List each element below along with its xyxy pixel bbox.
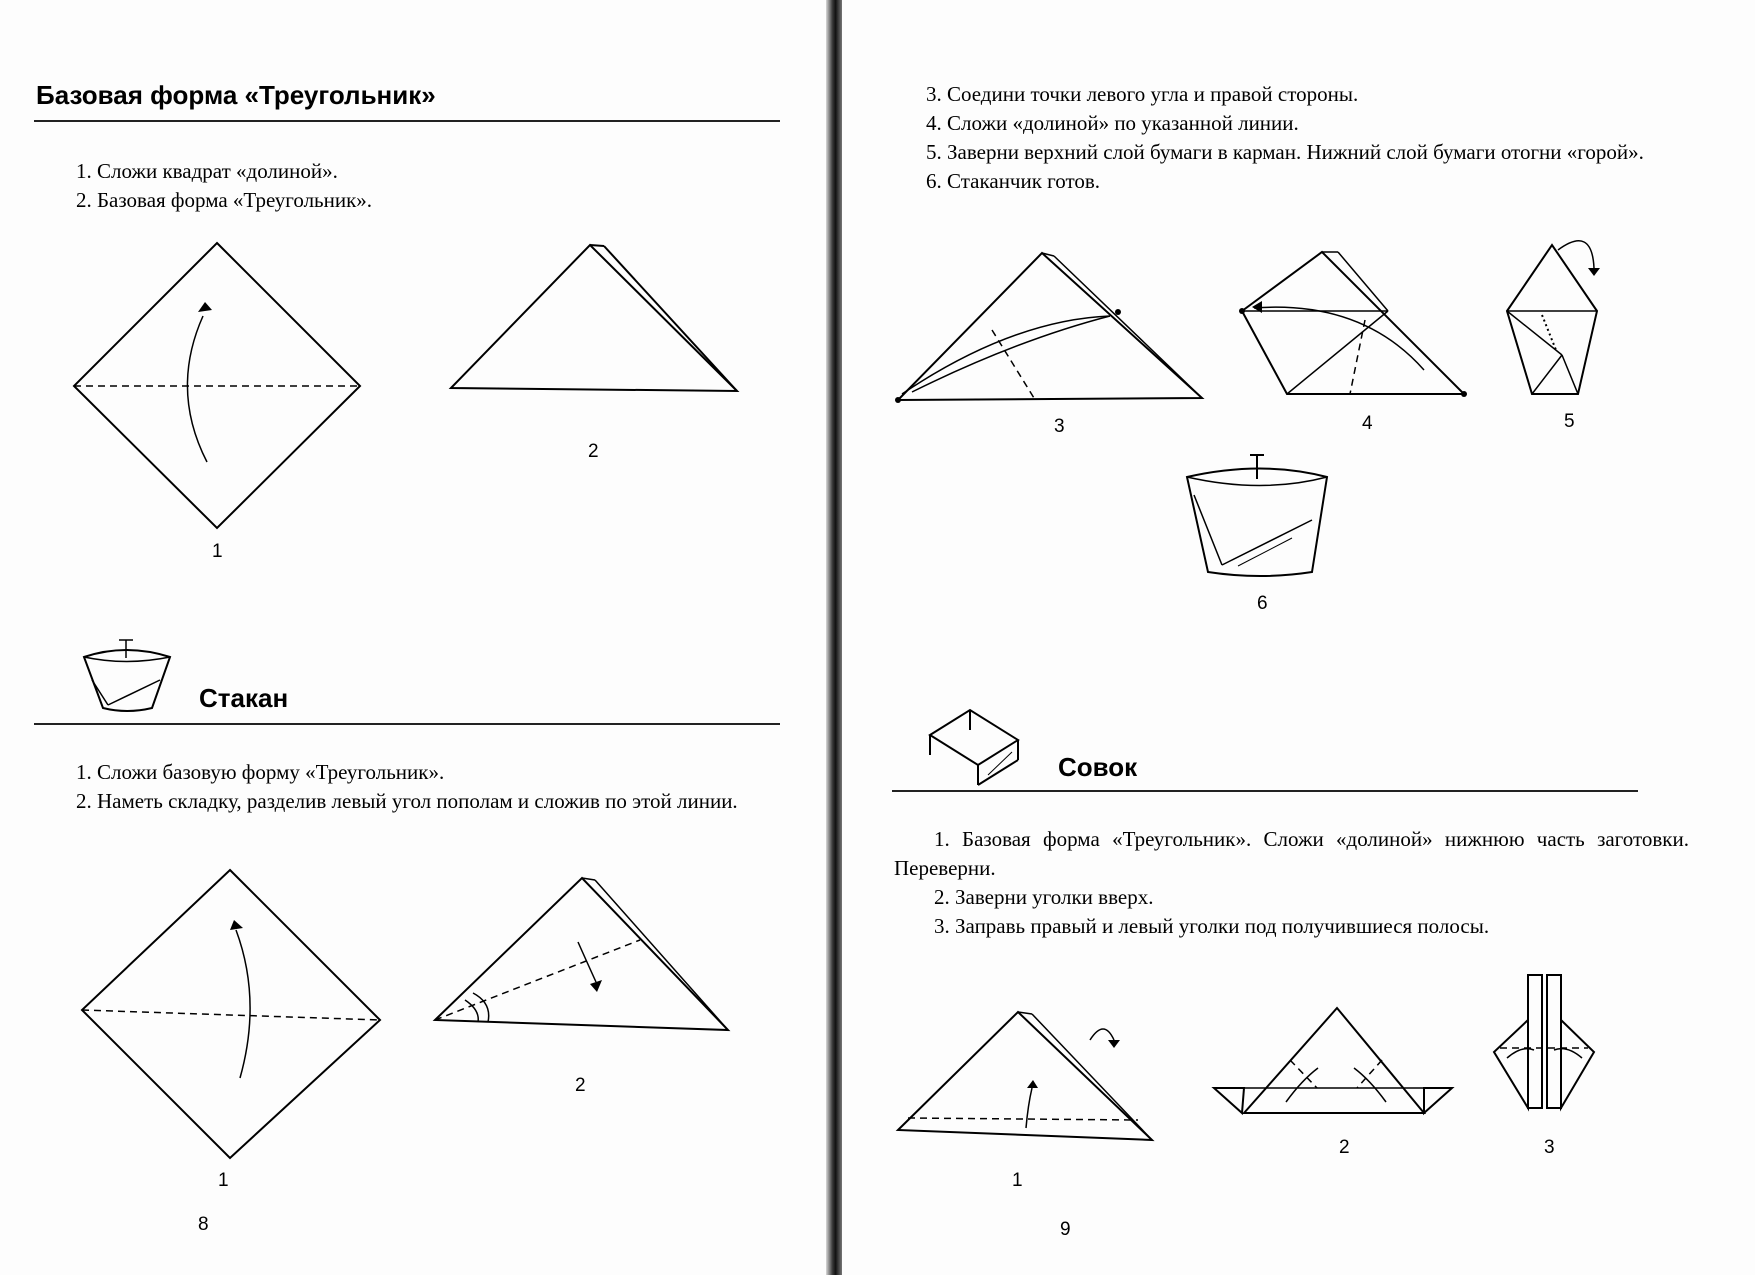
diagram-cup-step2 (0, 0, 832, 1200)
book-spine (826, 0, 842, 1275)
step: 3. Заправь правый и левый уголки под получившиеся полосы. (934, 914, 1490, 938)
right-page (842, 0, 1755, 1275)
step: 2. Наметь складку, разделив левый угол пополам и сложив по этой линии. (76, 789, 738, 813)
step: 4. Сложи «долиной» по указанной линии. (926, 111, 1299, 135)
step: 3. Соедини точки левого угла и правой стороны. (926, 82, 1359, 106)
step: 1. Сложи базовую форму «Треугольник». (76, 760, 445, 784)
page-number: 9 (1060, 1219, 1071, 1240)
left-page (0, 0, 832, 1275)
figure-label: 3 (1054, 416, 1065, 437)
step: 2. Заверни уголки вверх. (934, 885, 1154, 909)
step: 2. Базовая форма «Треугольник». (76, 188, 373, 212)
page-number: 8 (198, 1214, 209, 1235)
diagram-scoop-step3 (842, 0, 1755, 1275)
figure-label: 1 (212, 541, 223, 562)
figure-label: 1 (218, 1170, 229, 1191)
section-title-triangle-base: Базовая форма «Треугольник» (36, 80, 436, 110)
figure-label: 4 (1362, 413, 1373, 434)
figure-label: 6 (1257, 593, 1268, 614)
figure-label: 5 (1564, 411, 1575, 432)
figure-label: 2 (1339, 1137, 1350, 1158)
figure-label: 3 (1544, 1137, 1555, 1158)
section-title-scoop: Совок (1058, 752, 1138, 782)
step: 6. Стаканчик готов. (926, 169, 1101, 193)
section-title-cup: Стакан (199, 683, 289, 713)
step: 5. Заверни верхний слой бумаги в карман. Нижний слой бумаги отогни «горой». (926, 140, 1644, 164)
figure-label: 2 (575, 1075, 586, 1096)
figure-label: 2 (588, 441, 599, 462)
step: 1. Сложи квадрат «долиной». (76, 159, 338, 183)
step: 1. Базовая форма «Треугольник». Сложи «долиной» нижнюю часть заготовки. Переверни. (894, 827, 1689, 880)
figure-label: 1 (1012, 1170, 1023, 1191)
